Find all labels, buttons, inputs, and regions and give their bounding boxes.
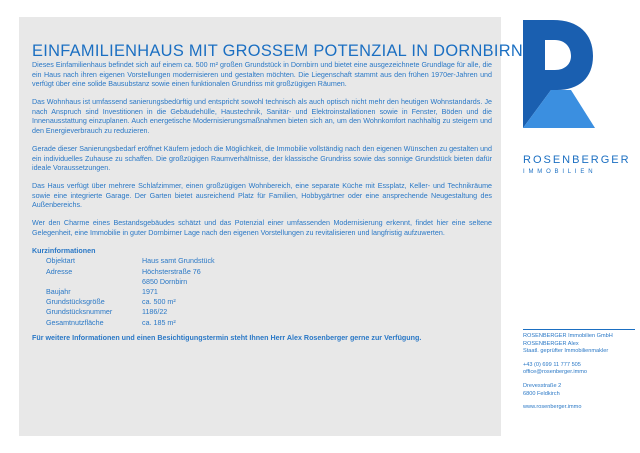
facts-row xyxy=(32,277,215,287)
description-paragraph: Dieses Einfamilienhaus befindet sich auf einem ca. 500 m² großen Grundstück in Dornbirn und bietet eine ausgezeichnete Grundlage für alle, die ein Haus nach ihren eigenen Vorstellungen modernisieren und gestalten möchten. Die Liegenschaft stammt aus den frühen 1970er-Jahren und verfügt über eine solide Bausubstanz sowie einen funktionalen Grundriss mit großzügigen Räumen. xyxy=(32,61,492,89)
rosenberger-r-logo-icon xyxy=(523,20,595,130)
page-title: EINFAMILIENHAUS MIT GROSSEM POTENZIAL IN DORNBIRN xyxy=(32,41,524,60)
closing-note: Für weitere Informationen und einen Besichtigungstermin steht Ihnen Herr Alex Rosenberger gerne zur Verfügung. xyxy=(32,333,422,342)
description-paragraph: Gerade dieser Sanierungsbedarf eröffnet Käufern jedoch die Möglichkeit, die Immobilie vollständig nach den eigenen Wünschen zu gestalten und ein individuelles Zuhause zu schaffen. Die großzügigen Raumverhältnisse, der klassische Grundriss sowie das sonnige Grundstück bieten dafür ideale Voraussetzungen. xyxy=(32,144,492,173)
contact-website-link[interactable]: www.rosenberger.immo xyxy=(523,404,582,411)
description-paragraph: Das Wohnhaus ist umfassend sanierungsbedürftig und entspricht sowohl technisch als auch optisch nicht mehr den heutigen Wohnstandards. Je nach Anspruch sind Investitionen in die Gebäudehülle, Haustechnik, Sanitär- und Elektroinstallationen sowie in Fenster, Böden und die Innenausstattung einzuplanen. Auch energetische Modernisierungsmaßnahmen bieten sich an, um den Wohnkomfort nachhaltig zu steigern und den Energieverbrauch zu reduzieren. xyxy=(32,98,492,135)
facts-row xyxy=(32,256,215,266)
contact-street: Drevesstraße 2 xyxy=(523,382,562,389)
fact-label xyxy=(32,277,142,287)
expose-panel xyxy=(19,17,524,436)
facts-row xyxy=(32,307,215,317)
fact-value: Höchsterstraße 76 xyxy=(142,267,201,276)
contact-phone[interactable]: +43 (0) 699 11 777 505 xyxy=(523,361,581,368)
contact-block xyxy=(523,329,635,412)
contact-line: Staatl. geprüfter Immobilienmakler xyxy=(523,348,609,355)
contact-line: ROSENBERGER Immobilien GmbH xyxy=(523,333,613,339)
facts-heading: Kurzinformationen xyxy=(32,246,96,255)
facts-row xyxy=(32,297,215,307)
brand-subtitle: IMMOBILIEN xyxy=(523,169,597,175)
contact-city: 6800 Feldkirch xyxy=(523,390,560,397)
fact-label: Objektart xyxy=(46,257,75,266)
description-paragraph: Wer den Charme eines Bestandsgebäudes schätzt und das Potenzial einer umfassenden Modernisierung erkennt, findet hier eine seltene Gelegenheit, eine Immobilie in guter Dornbirner Lage nach den eigenen Vorstellungen zu revitalisieren und langfristig aufzuwerten. xyxy=(32,219,492,237)
fact-label: Gesamtnutzfläche xyxy=(46,318,104,327)
fact-label: Grundstücksgröße xyxy=(46,298,105,307)
fact-value: 1186/22 xyxy=(142,308,168,317)
fact-value: ca. 500 m² xyxy=(142,298,176,307)
description-body xyxy=(32,61,492,343)
facts-row xyxy=(32,318,215,328)
fact-value: Haus samt Grundstück xyxy=(142,257,215,266)
fact-value: 6850 Dornbirn xyxy=(142,277,188,286)
contact-line: ROSENBERGER Alex xyxy=(523,340,579,347)
facts-row xyxy=(32,267,215,277)
fact-label: Grundstücksnummer xyxy=(46,308,113,317)
facts-table xyxy=(32,256,215,327)
sidebar xyxy=(510,0,640,453)
fact-label: Adresse xyxy=(46,267,73,276)
facts-row xyxy=(32,287,215,297)
fact-value: 1971 xyxy=(142,288,158,297)
description-paragraph: Das Haus verfügt über mehrere Schlafzimmer, einen großzügigen Wohnbereich, eine separate Küche mit Essplatz, Keller- und Technikräume sowie eine integrierte Garage. Der Garten bietet ausreichend Platz für Familien, Hobbygärtner oder eine ansprechende Neugestaltung des Außenbereichs. xyxy=(32,182,492,210)
fact-label: Baujahr xyxy=(46,288,71,297)
brand-name: ROSENBERGER xyxy=(523,154,631,166)
fact-value: ca. 185 m² xyxy=(142,318,176,327)
contact-email[interactable]: office@rosenberger.immo xyxy=(523,369,588,376)
